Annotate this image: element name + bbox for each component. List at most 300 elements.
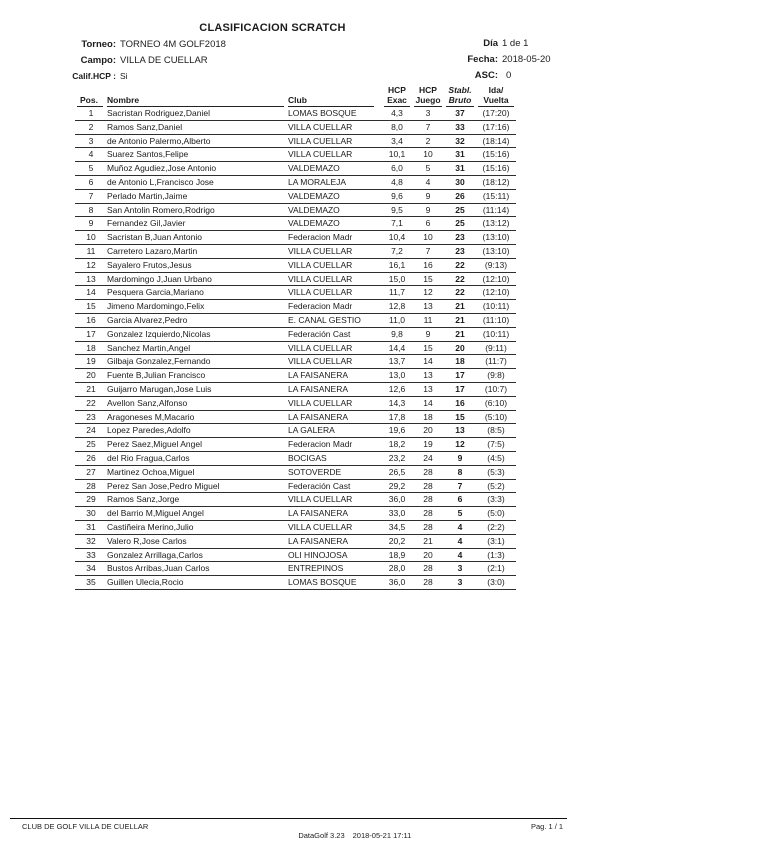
hcp-exac-cell: 7,1	[382, 217, 412, 231]
stabl-bruto-cell: 7	[444, 479, 476, 493]
table-row	[75, 396, 516, 410]
ida-vuelta-cell: (6:10)	[476, 396, 516, 410]
hcp-exac-cell: 36,0	[382, 576, 412, 590]
stabl-bruto-cell: 15	[444, 410, 476, 424]
stabl-bruto-cell: 4	[444, 534, 476, 548]
hcp-juego-cell: 28	[412, 493, 444, 507]
club-cell: VALDEMAZO	[288, 162, 382, 176]
pos-cell: 19	[75, 355, 107, 369]
name-cell: Perez San Jose,Pedro Miguel	[107, 479, 288, 493]
name-cell: Gonzalez Arrillaga,Carlos	[107, 548, 288, 562]
name-cell: Aragoneses M,Macario	[107, 410, 288, 424]
ida-vuelta-cell: (9:8)	[476, 369, 516, 383]
hcp-juego-cell: 28	[412, 520, 444, 534]
asc-label: ASC:	[474, 70, 498, 81]
stabl-bruto-cell: 9	[444, 451, 476, 465]
hcp-exac-cell: 12,6	[382, 382, 412, 396]
club-cell: VILLA CUELLAR	[288, 520, 382, 534]
hcp-exac-cell: 14,4	[382, 341, 412, 355]
table-row	[75, 134, 516, 148]
table-row	[75, 493, 516, 507]
club-cell: VILLA CUELLAR	[288, 244, 382, 258]
name-cell: Carretero Lazaro,Martin	[107, 244, 288, 258]
hcp-juego-cell: 28	[412, 562, 444, 576]
ida-vuelta-cell: (13:10)	[476, 231, 516, 245]
hcp-juego-cell: 15	[412, 341, 444, 355]
hcp-juego-cell: 7	[412, 120, 444, 134]
ida-vuelta-cell: (15:16)	[476, 148, 516, 162]
ida-vuelta-cell: (13:10)	[476, 244, 516, 258]
name-cell: Fuente B,Julian Francisco	[107, 369, 288, 383]
name-cell: de Antonio L,Francisco Jose	[107, 175, 288, 189]
pos-cell: 12	[75, 258, 107, 272]
club-cell: Federación Cast	[288, 479, 382, 493]
hcp-juego-cell: 19	[412, 438, 444, 452]
stabl-bruto-cell: 33	[444, 120, 476, 134]
hcp-juego-cell: 28	[412, 507, 444, 521]
stabl-bruto-cell: 22	[444, 286, 476, 300]
pos-cell: 35	[75, 576, 107, 590]
fecha-value: 2018-05-20	[502, 54, 551, 65]
hcp-exac-cell: 23,2	[382, 451, 412, 465]
pos-cell: 32	[75, 534, 107, 548]
stabl-bruto-cell: 3	[444, 576, 476, 590]
club-cell: VALDEMAZO	[288, 189, 382, 203]
hcp-juego-cell: 16	[412, 258, 444, 272]
pos-cell: 5	[75, 162, 107, 176]
club-cell: SOTOVERDE	[288, 465, 382, 479]
hcp-juego-cell: 11	[412, 313, 444, 327]
club-cell: VILLA CUELLAR	[288, 286, 382, 300]
name-cell: Gonzalez Izquierdo,Nicolas	[107, 327, 288, 341]
footer-club: CLUB DE GOLF VILLA DE CUELLAR	[22, 822, 149, 831]
pos-cell: 21	[75, 382, 107, 396]
club-cell: LOMAS BOSQUE	[288, 107, 382, 120]
club-cell: VALDEMAZO	[288, 203, 382, 217]
hcp-exac-cell: 12,8	[382, 300, 412, 314]
hcp-juego-cell: 28	[412, 479, 444, 493]
name-cell: Sanchez Martin,Angel	[107, 341, 288, 355]
name-cell: Garcia Alvarez,Pedro	[107, 313, 288, 327]
results-table	[75, 80, 516, 590]
club-cell: LA FAISANERA	[288, 534, 382, 548]
name-cell: Jimeno Mardomingo,Felix	[107, 300, 288, 314]
pos-cell: 9	[75, 217, 107, 231]
hcp-juego-cell: 9	[412, 327, 444, 341]
pos-cell: 7	[75, 189, 107, 203]
table-row	[75, 300, 516, 314]
club-cell: VILLA CUELLAR	[288, 355, 382, 369]
ida-vuelta-cell: (18:14)	[476, 134, 516, 148]
ida-vuelta-cell: (11:7)	[476, 355, 516, 369]
ida-vuelta-cell: (1:3)	[476, 548, 516, 562]
name-cell: Fernandez Gil,Javier	[107, 217, 288, 231]
name-cell: del Barrio M,Miguel Angel	[107, 507, 288, 521]
hcp-exac-cell: 20,2	[382, 534, 412, 548]
ida-vuelta-cell: (3:3)	[476, 493, 516, 507]
stabl-bruto-cell: 16	[444, 396, 476, 410]
ida-vuelta-cell: (15:16)	[476, 162, 516, 176]
ida-vuelta-cell: (18:12)	[476, 175, 516, 189]
name-cell: Sacristan Rodriguez,Daniel	[107, 107, 288, 120]
club-cell: LA FAISANERA	[288, 507, 382, 521]
stabl-bruto-cell: 26	[444, 189, 476, 203]
hcp-exac-cell: 14,3	[382, 396, 412, 410]
hcp-exac-cell: 13,7	[382, 355, 412, 369]
club-cell: E. CANAL GESTIO	[288, 313, 382, 327]
hcp-exac-cell: 7,2	[382, 244, 412, 258]
hcp-juego-cell: 20	[412, 548, 444, 562]
results-table-header	[75, 80, 516, 107]
pos-cell: 23	[75, 410, 107, 424]
club-cell: VILLA CUELLAR	[288, 341, 382, 355]
table-row	[75, 548, 516, 562]
pos-cell: 8	[75, 203, 107, 217]
table-row	[75, 355, 516, 369]
hcp-exac-cell: 3,4	[382, 134, 412, 148]
club-cell: Federacion Madr	[288, 231, 382, 245]
stabl-bruto-cell: 22	[444, 258, 476, 272]
torneo-value: TORNEO 4M GOLF2018	[120, 39, 226, 50]
hcp-exac-cell: 33,0	[382, 507, 412, 521]
calif-hcp-value: Si	[120, 71, 128, 81]
campo-value: VILLA DE CUELLAR	[120, 55, 208, 66]
ida-vuelta-cell: (15:11)	[476, 189, 516, 203]
ida-vuelta-cell: (13:12)	[476, 217, 516, 231]
club-cell: VILLA CUELLAR	[288, 272, 382, 286]
hcp-juego-cell: 13	[412, 382, 444, 396]
club-cell: LOMAS BOSQUE	[288, 576, 382, 590]
ida-vuelta-cell: (5:2)	[476, 479, 516, 493]
footer-rule	[10, 818, 567, 819]
pos-cell: 25	[75, 438, 107, 452]
footer-app-version: DataGolf 3.23	[298, 831, 345, 840]
campo-row	[0, 55, 208, 66]
club-cell: OLI HINOJOSA	[288, 548, 382, 562]
stabl-bruto-cell: 17	[444, 369, 476, 383]
name-cell: Muñoz Agudiez,Jose Antonio	[107, 162, 288, 176]
stabl-bruto-cell: 37	[444, 107, 476, 120]
stabl-bruto-cell: 21	[444, 300, 476, 314]
ida-vuelta-cell: (3:0)	[476, 576, 516, 590]
hcp-juego-cell: 6	[412, 217, 444, 231]
table-row	[75, 272, 516, 286]
club-cell: VILLA CUELLAR	[288, 120, 382, 134]
table-row	[75, 244, 516, 258]
hcp-juego-cell: 9	[412, 203, 444, 217]
table-row	[75, 286, 516, 300]
hcp-exac-cell: 18,9	[382, 548, 412, 562]
hcp-exac-cell: 18,2	[382, 438, 412, 452]
name-cell: Lopez Paredes,Adolfo	[107, 424, 288, 438]
hcp-exac-cell: 10,4	[382, 231, 412, 245]
hcp-juego-cell: 18	[412, 410, 444, 424]
ida-vuelta-cell: (5:3)	[476, 465, 516, 479]
name-cell: Suarez Santos,Felipe	[107, 148, 288, 162]
name-cell: Perez Saez,Miguel Angel	[107, 438, 288, 452]
pos-cell: 34	[75, 562, 107, 576]
stabl-bruto-cell: 21	[444, 327, 476, 341]
column-header-stabl-bruto: Stabl. Bruto	[444, 80, 476, 107]
name-cell: Martinez Ochoa,Miguel	[107, 465, 288, 479]
table-row	[75, 107, 516, 120]
table-row	[75, 162, 516, 176]
ida-vuelta-cell: (7:5)	[476, 438, 516, 452]
dia-value: 1 de 1	[502, 38, 529, 49]
table-row	[75, 534, 516, 548]
footer-generator	[290, 822, 411, 849]
club-cell: LA FAISANERA	[288, 382, 382, 396]
pos-cell: 18	[75, 341, 107, 355]
column-header-nombre: Nombre	[107, 80, 288, 107]
hcp-juego-cell: 13	[412, 369, 444, 383]
pos-cell: 13	[75, 272, 107, 286]
ida-vuelta-cell: (9:13)	[476, 258, 516, 272]
hcp-exac-cell: 8,0	[382, 120, 412, 134]
hcp-juego-cell: 28	[412, 576, 444, 590]
pos-cell: 1	[75, 107, 107, 120]
stabl-bruto-cell: 21	[444, 313, 476, 327]
hcp-juego-cell: 20	[412, 424, 444, 438]
pos-cell: 31	[75, 520, 107, 534]
pos-cell: 28	[75, 479, 107, 493]
club-cell: VILLA CUELLAR	[288, 258, 382, 272]
hcp-juego-cell: 2	[412, 134, 444, 148]
club-cell: Federacion Madr	[288, 438, 382, 452]
fecha-label: Fecha:	[467, 54, 498, 65]
stabl-bruto-cell: 23	[444, 244, 476, 258]
hcp-juego-cell: 12	[412, 286, 444, 300]
hcp-exac-cell: 6,0	[382, 162, 412, 176]
hcp-exac-cell: 36,0	[382, 493, 412, 507]
stabl-bruto-cell: 6	[444, 493, 476, 507]
pos-cell: 20	[75, 369, 107, 383]
table-row	[75, 382, 516, 396]
table-row	[75, 120, 516, 134]
table-row	[75, 203, 516, 217]
name-cell: Guillen Ulecia,Rocio	[107, 576, 288, 590]
club-cell: ENTREPINOS	[288, 562, 382, 576]
stabl-bruto-cell: 25	[444, 217, 476, 231]
dia-row	[420, 38, 528, 49]
club-cell: LA FAISANERA	[288, 410, 382, 424]
club-cell: LA GALERA	[288, 424, 382, 438]
stabl-bruto-cell: 12	[444, 438, 476, 452]
club-cell: Federación Cast	[288, 327, 382, 341]
footer-datetime: 2018-05-21 17:11	[352, 831, 412, 840]
column-header-hcp-exac: HCP Exac	[382, 80, 412, 107]
campo-label: Campo:	[80, 55, 116, 66]
pos-cell: 10	[75, 231, 107, 245]
name-cell: Guijarro Marugan,Jose Luis	[107, 382, 288, 396]
table-row	[75, 175, 516, 189]
stabl-bruto-cell: 25	[444, 203, 476, 217]
name-cell: Mardomingo J,Juan Urbano	[107, 272, 288, 286]
table-row	[75, 424, 516, 438]
page-title: CLASIFICACION SCRATCH	[199, 22, 346, 34]
table-row	[75, 465, 516, 479]
torneo-label: Torneo:	[81, 39, 116, 50]
hcp-juego-cell: 9	[412, 189, 444, 203]
hcp-juego-cell: 4	[412, 175, 444, 189]
stabl-bruto-cell: 17	[444, 382, 476, 396]
club-cell: VILLA CUELLAR	[288, 134, 382, 148]
club-cell: VALDEMAZO	[288, 217, 382, 231]
torneo-row	[0, 39, 226, 50]
ida-vuelta-cell: (10:7)	[476, 382, 516, 396]
hcp-exac-cell: 34,5	[382, 520, 412, 534]
pos-cell: 27	[75, 465, 107, 479]
hcp-exac-cell: 29,2	[382, 479, 412, 493]
hcp-exac-cell: 4,3	[382, 107, 412, 120]
pos-cell: 26	[75, 451, 107, 465]
ida-vuelta-cell: (11:10)	[476, 313, 516, 327]
stabl-bruto-cell: 4	[444, 520, 476, 534]
table-row	[75, 341, 516, 355]
results-tbody	[75, 107, 516, 589]
name-cell: Ramos Sanz,Jorge	[107, 493, 288, 507]
stabl-bruto-cell: 31	[444, 148, 476, 162]
ida-vuelta-cell: (11:14)	[476, 203, 516, 217]
stabl-bruto-cell: 22	[444, 272, 476, 286]
hcp-exac-cell: 17,8	[382, 410, 412, 424]
table-row	[75, 148, 516, 162]
club-cell: Federacion Madr	[288, 300, 382, 314]
club-cell: LA FAISANERA	[288, 369, 382, 383]
ida-vuelta-cell: (12:10)	[476, 272, 516, 286]
column-header-pos: Pos.	[75, 80, 107, 107]
ida-vuelta-cell: (4:5)	[476, 451, 516, 465]
ida-vuelta-cell: (10:11)	[476, 327, 516, 341]
ida-vuelta-cell: (5:0)	[476, 507, 516, 521]
stabl-bruto-cell: 32	[444, 134, 476, 148]
table-row	[75, 231, 516, 245]
stabl-bruto-cell: 13	[444, 424, 476, 438]
table-row	[75, 327, 516, 341]
name-cell: Pesquera Garcia,Mariano	[107, 286, 288, 300]
hcp-juego-cell: 28	[412, 465, 444, 479]
name-cell: del Rio Fragua,Carlos	[107, 451, 288, 465]
pos-cell: 33	[75, 548, 107, 562]
table-row	[75, 313, 516, 327]
hcp-exac-cell: 19,6	[382, 424, 412, 438]
pos-cell: 16	[75, 313, 107, 327]
hcp-exac-cell: 4,8	[382, 175, 412, 189]
hcp-exac-cell: 28,0	[382, 562, 412, 576]
table-row	[75, 438, 516, 452]
ida-vuelta-cell: (8:5)	[476, 424, 516, 438]
hcp-exac-cell: 26,5	[382, 465, 412, 479]
fecha-row	[420, 54, 551, 65]
hcp-exac-cell: 13,0	[382, 369, 412, 383]
pos-cell: 15	[75, 300, 107, 314]
hcp-exac-cell: 9,8	[382, 327, 412, 341]
pos-cell: 29	[75, 493, 107, 507]
hcp-exac-cell: 11,7	[382, 286, 412, 300]
hcp-juego-cell: 10	[412, 148, 444, 162]
table-row	[75, 507, 516, 521]
hcp-exac-cell: 9,5	[382, 203, 412, 217]
hcp-juego-cell: 5	[412, 162, 444, 176]
club-cell: BOCIGAS	[288, 451, 382, 465]
hcp-juego-cell: 15	[412, 272, 444, 286]
hcp-juego-cell: 14	[412, 396, 444, 410]
hcp-exac-cell: 9,6	[382, 189, 412, 203]
name-cell: Avellon Sanz,Alfonso	[107, 396, 288, 410]
pos-cell: 14	[75, 286, 107, 300]
ida-vuelta-cell: (12:10)	[476, 286, 516, 300]
table-row	[75, 410, 516, 424]
pos-cell: 6	[75, 175, 107, 189]
pos-cell: 24	[75, 424, 107, 438]
name-cell: Castiñeira Merino,Julio	[107, 520, 288, 534]
name-cell: Gilbaja Gonzalez,Fernando	[107, 355, 288, 369]
stabl-bruto-cell: 5	[444, 507, 476, 521]
pos-cell: 11	[75, 244, 107, 258]
column-header-ida-vuelta: Ida/ Vuelta	[476, 80, 516, 107]
column-header-hcp-juego: HCP Juego	[415, 85, 441, 105]
pos-cell: 22	[75, 396, 107, 410]
hcp-juego-cell: 10	[412, 231, 444, 245]
hcp-exac-cell: 15,0	[382, 272, 412, 286]
column-header-club: Club	[288, 80, 382, 107]
ida-vuelta-cell: (3:1)	[476, 534, 516, 548]
table-row	[75, 576, 516, 590]
name-cell: San Antolin Romero,Rodrigo	[107, 203, 288, 217]
stabl-bruto-cell: 31	[444, 162, 476, 176]
stabl-bruto-cell: 18	[444, 355, 476, 369]
name-cell: Sacristan B,Juan Antonio	[107, 231, 288, 245]
club-cell: VILLA CUELLAR	[288, 148, 382, 162]
ida-vuelta-cell: (2:1)	[476, 562, 516, 576]
stabl-bruto-cell: 20	[444, 341, 476, 355]
hcp-exac-cell: 10,1	[382, 148, 412, 162]
stabl-bruto-cell: 3	[444, 562, 476, 576]
club-cell: VILLA CUELLAR	[288, 493, 382, 507]
table-row	[75, 258, 516, 272]
pos-cell: 4	[75, 148, 107, 162]
pos-cell: 30	[75, 507, 107, 521]
name-cell: Ramos Sanz,Daniel	[107, 120, 288, 134]
pos-cell: 2	[75, 120, 107, 134]
hcp-exac-cell: 11,0	[382, 313, 412, 327]
name-cell: Perlado Martin,Jaime	[107, 189, 288, 203]
pos-cell: 17	[75, 327, 107, 341]
hcp-juego-cell: 14	[412, 355, 444, 369]
table-row	[75, 479, 516, 493]
hcp-juego-cell: 21	[412, 534, 444, 548]
stabl-bruto-cell: 4	[444, 548, 476, 562]
dia-label: Día	[483, 38, 498, 49]
ida-vuelta-cell: (9:11)	[476, 341, 516, 355]
hcp-juego-cell: 3	[412, 107, 444, 120]
ida-vuelta-cell: (17:20)	[476, 107, 516, 120]
ida-vuelta-cell: (10:11)	[476, 300, 516, 314]
asc-value: 0	[506, 70, 512, 81]
ida-vuelta-cell: (5:10)	[476, 410, 516, 424]
name-cell: Valero R,Jose Carlos	[107, 534, 288, 548]
hcp-juego-cell: 7	[412, 244, 444, 258]
table-row	[75, 562, 516, 576]
table-row	[75, 189, 516, 203]
name-cell: Bustos Arribas,Juan Carlos	[107, 562, 288, 576]
table-row	[75, 451, 516, 465]
hcp-juego-cell: 13	[412, 300, 444, 314]
table-row	[75, 520, 516, 534]
ida-vuelta-cell: (17:16)	[476, 120, 516, 134]
table-row	[75, 217, 516, 231]
name-cell: de Antonio Palermo,Alberto	[107, 134, 288, 148]
